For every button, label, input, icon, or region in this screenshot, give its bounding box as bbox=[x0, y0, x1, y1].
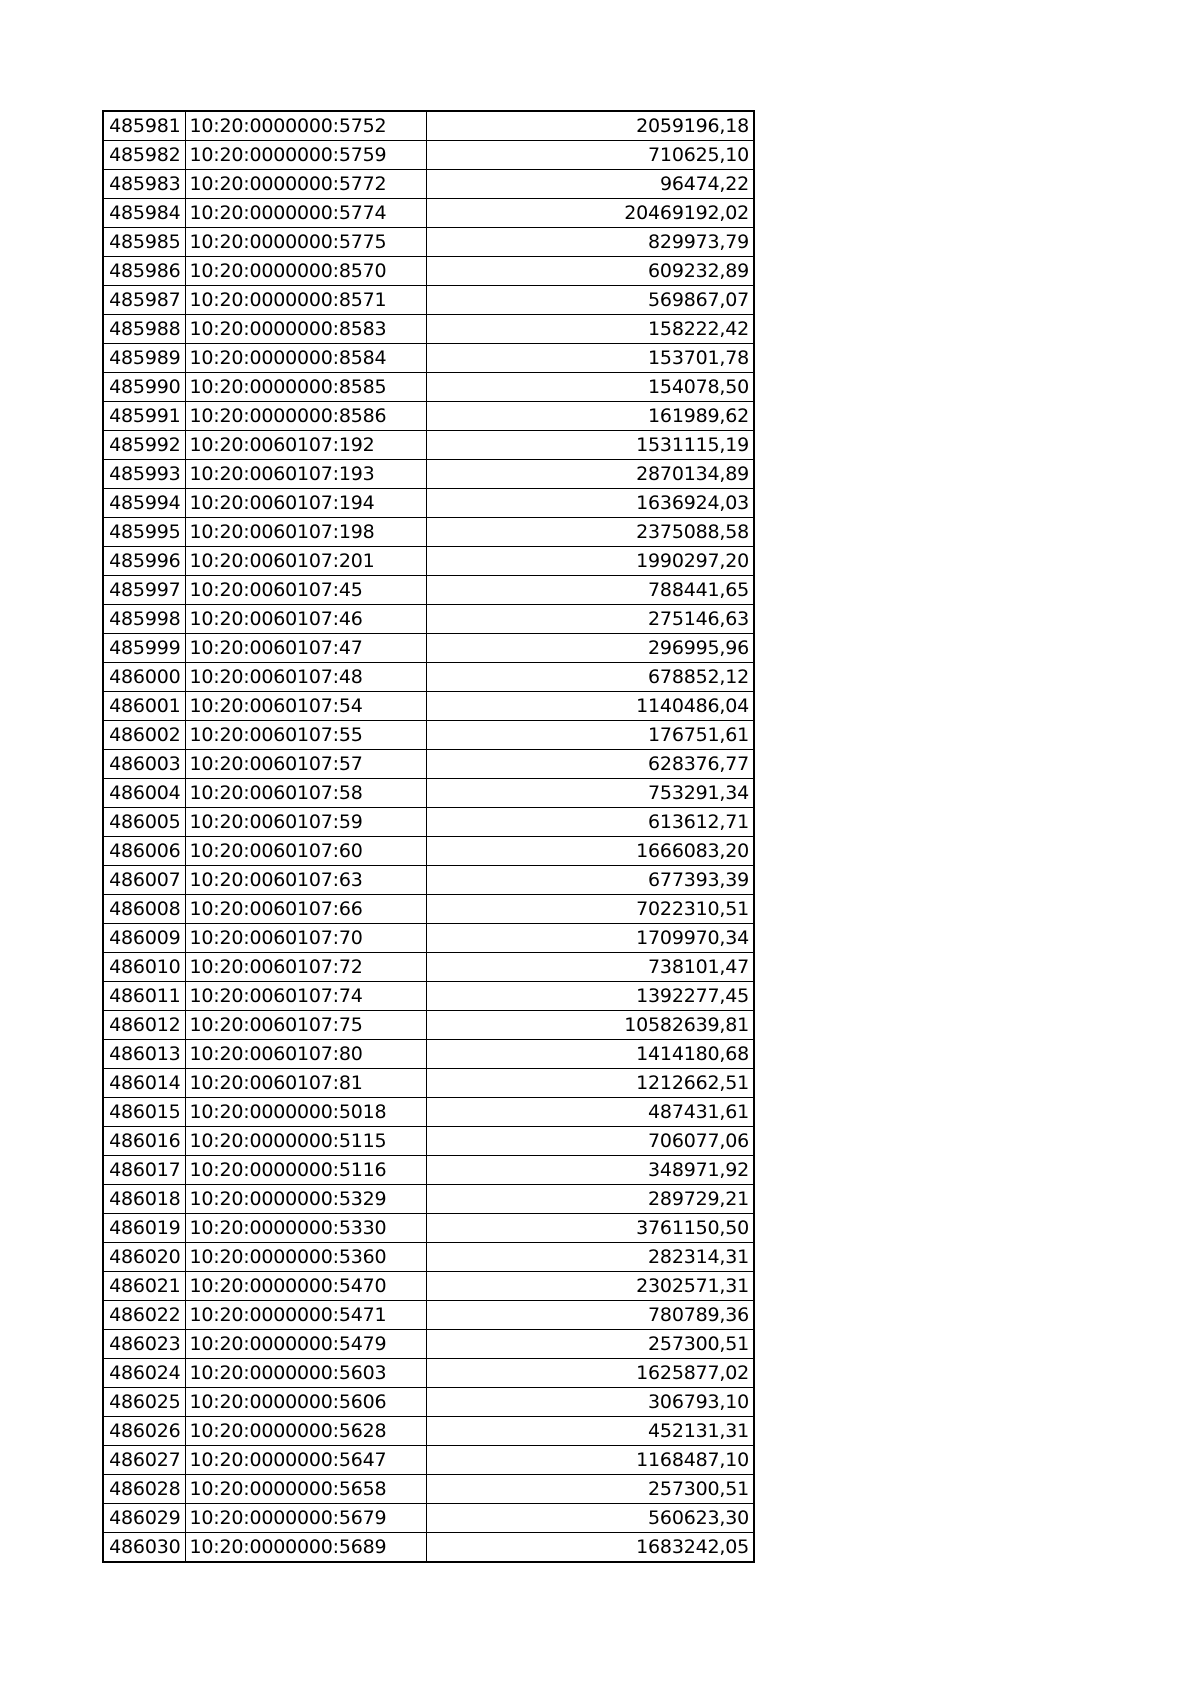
cadastral-code-cell: 10:20:0000000:5658 bbox=[185, 1475, 426, 1504]
row-number-cell: 485985 bbox=[103, 228, 185, 257]
row-number-cell: 486023 bbox=[103, 1330, 185, 1359]
amount-cell: 609232,89 bbox=[426, 257, 754, 286]
table-row bbox=[103, 402, 754, 431]
table-row bbox=[103, 1243, 754, 1272]
amount-cell: 176751,61 bbox=[426, 721, 754, 750]
table-row bbox=[103, 1011, 754, 1040]
cadastral-code-cell: 10:20:0000000:5774 bbox=[185, 199, 426, 228]
table-row bbox=[103, 373, 754, 402]
cadastral-code-cell: 10:20:0060107:66 bbox=[185, 895, 426, 924]
amount-cell: 738101,47 bbox=[426, 953, 754, 982]
amount-cell: 569867,07 bbox=[426, 286, 754, 315]
amount-cell: 1168487,10 bbox=[426, 1446, 754, 1475]
table-row bbox=[103, 1301, 754, 1330]
table-row bbox=[103, 1185, 754, 1214]
table-row bbox=[103, 808, 754, 837]
amount-cell: 560623,30 bbox=[426, 1504, 754, 1533]
row-number-cell: 486027 bbox=[103, 1446, 185, 1475]
row-number-cell: 486016 bbox=[103, 1127, 185, 1156]
cadastral-code-cell: 10:20:0060107:58 bbox=[185, 779, 426, 808]
row-number-cell: 486015 bbox=[103, 1098, 185, 1127]
amount-cell: 153701,78 bbox=[426, 344, 754, 373]
amount-cell: 20469192,02 bbox=[426, 199, 754, 228]
row-number-cell: 485983 bbox=[103, 170, 185, 199]
table-row bbox=[103, 286, 754, 315]
amount-cell: 275146,63 bbox=[426, 605, 754, 634]
table-row bbox=[103, 1272, 754, 1301]
table-row bbox=[103, 315, 754, 344]
cadastral-code-cell: 10:20:0000000:5603 bbox=[185, 1359, 426, 1388]
cadastral-code-cell: 10:20:0000000:5471 bbox=[185, 1301, 426, 1330]
amount-cell: 306793,10 bbox=[426, 1388, 754, 1417]
table-row bbox=[103, 170, 754, 199]
amount-cell: 1531115,19 bbox=[426, 431, 754, 460]
cadastral-code-cell: 10:20:0060107:192 bbox=[185, 431, 426, 460]
cadastral-code-cell: 10:20:0000000:8584 bbox=[185, 344, 426, 373]
amount-cell: 788441,65 bbox=[426, 576, 754, 605]
table-row bbox=[103, 199, 754, 228]
row-number-cell: 486005 bbox=[103, 808, 185, 837]
cadastral-code-cell: 10:20:0000000:5115 bbox=[185, 1127, 426, 1156]
amount-cell: 1666083,20 bbox=[426, 837, 754, 866]
row-number-cell: 486025 bbox=[103, 1388, 185, 1417]
cadastral-code-cell: 10:20:0000000:5470 bbox=[185, 1272, 426, 1301]
table-row bbox=[103, 1127, 754, 1156]
row-number-cell: 486003 bbox=[103, 750, 185, 779]
row-number-cell: 485981 bbox=[103, 111, 185, 141]
table-row bbox=[103, 489, 754, 518]
table-row bbox=[103, 111, 754, 141]
row-number-cell: 486000 bbox=[103, 663, 185, 692]
table-row bbox=[103, 837, 754, 866]
cadastral-code-cell: 10:20:0060107:55 bbox=[185, 721, 426, 750]
amount-cell: 257300,51 bbox=[426, 1330, 754, 1359]
amount-cell: 96474,22 bbox=[426, 170, 754, 199]
cadastral-code-cell: 10:20:0000000:5330 bbox=[185, 1214, 426, 1243]
row-number-cell: 486029 bbox=[103, 1504, 185, 1533]
table-row bbox=[103, 1504, 754, 1533]
row-number-cell: 485989 bbox=[103, 344, 185, 373]
cadastral-code-cell: 10:20:0060107:47 bbox=[185, 634, 426, 663]
amount-cell: 1709970,34 bbox=[426, 924, 754, 953]
table-row bbox=[103, 1417, 754, 1446]
amount-cell: 2870134,89 bbox=[426, 460, 754, 489]
amount-cell: 1636924,03 bbox=[426, 489, 754, 518]
row-number-cell: 486030 bbox=[103, 1533, 185, 1563]
amount-cell: 161989,62 bbox=[426, 402, 754, 431]
cadastral-code-cell: 10:20:0000000:5759 bbox=[185, 141, 426, 170]
cadastral-code-cell: 10:20:0000000:5775 bbox=[185, 228, 426, 257]
row-number-cell: 486008 bbox=[103, 895, 185, 924]
table-row bbox=[103, 344, 754, 373]
cadastral-code-cell: 10:20:0060107:48 bbox=[185, 663, 426, 692]
amount-cell: 1212662,51 bbox=[426, 1069, 754, 1098]
cadastral-code-cell: 10:20:0060107:81 bbox=[185, 1069, 426, 1098]
amount-cell: 282314,31 bbox=[426, 1243, 754, 1272]
row-number-cell: 486014 bbox=[103, 1069, 185, 1098]
row-number-cell: 486022 bbox=[103, 1301, 185, 1330]
table-row bbox=[103, 576, 754, 605]
cadastral-code-cell: 10:20:0060107:80 bbox=[185, 1040, 426, 1069]
row-number-cell: 486026 bbox=[103, 1417, 185, 1446]
cadastral-code-cell: 10:20:0060107:45 bbox=[185, 576, 426, 605]
amount-cell: 678852,12 bbox=[426, 663, 754, 692]
row-number-cell: 485988 bbox=[103, 315, 185, 344]
table-row bbox=[103, 605, 754, 634]
table-row bbox=[103, 779, 754, 808]
amount-cell: 158222,42 bbox=[426, 315, 754, 344]
row-number-cell: 485987 bbox=[103, 286, 185, 315]
amount-cell: 780789,36 bbox=[426, 1301, 754, 1330]
table-row bbox=[103, 692, 754, 721]
cadastral-code-cell: 10:20:0060107:193 bbox=[185, 460, 426, 489]
cadastral-code-cell: 10:20:0060107:201 bbox=[185, 547, 426, 576]
row-number-cell: 486010 bbox=[103, 953, 185, 982]
table-body bbox=[103, 111, 754, 1562]
cadastral-code-cell: 10:20:0060107:72 bbox=[185, 953, 426, 982]
cadastral-code-cell: 10:20:0000000:5752 bbox=[185, 111, 426, 141]
cadastral-code-cell: 10:20:0060107:70 bbox=[185, 924, 426, 953]
table-row bbox=[103, 257, 754, 286]
row-number-cell: 486021 bbox=[103, 1272, 185, 1301]
cadastral-code-cell: 10:20:0000000:5772 bbox=[185, 170, 426, 199]
table-row bbox=[103, 1040, 754, 1069]
table-row bbox=[103, 1214, 754, 1243]
table-row bbox=[103, 1069, 754, 1098]
table-row bbox=[103, 924, 754, 953]
amount-cell: 706077,06 bbox=[426, 1127, 754, 1156]
table-row bbox=[103, 1446, 754, 1475]
row-number-cell: 485995 bbox=[103, 518, 185, 547]
cadastral-code-cell: 10:20:0000000:8585 bbox=[185, 373, 426, 402]
amount-cell: 2059196,18 bbox=[426, 111, 754, 141]
amount-cell: 257300,51 bbox=[426, 1475, 754, 1504]
row-number-cell: 485986 bbox=[103, 257, 185, 286]
amount-cell: 296995,96 bbox=[426, 634, 754, 663]
amount-cell: 1625877,02 bbox=[426, 1359, 754, 1388]
table-row bbox=[103, 431, 754, 460]
table-row bbox=[103, 1330, 754, 1359]
cadastral-code-cell: 10:20:0000000:8571 bbox=[185, 286, 426, 315]
row-number-cell: 485998 bbox=[103, 605, 185, 634]
row-number-cell: 485993 bbox=[103, 460, 185, 489]
table-row bbox=[103, 460, 754, 489]
cadastral-code-cell: 10:20:0060107:194 bbox=[185, 489, 426, 518]
row-number-cell: 486002 bbox=[103, 721, 185, 750]
table-row bbox=[103, 1388, 754, 1417]
row-number-cell: 485997 bbox=[103, 576, 185, 605]
amount-cell: 628376,77 bbox=[426, 750, 754, 779]
table-row bbox=[103, 1533, 754, 1563]
table-row bbox=[103, 1156, 754, 1185]
cadastral-code-cell: 10:20:0060107:74 bbox=[185, 982, 426, 1011]
table-row bbox=[103, 866, 754, 895]
row-number-cell: 486028 bbox=[103, 1475, 185, 1504]
row-number-cell: 485991 bbox=[103, 402, 185, 431]
cadastral-code-cell: 10:20:0000000:5360 bbox=[185, 1243, 426, 1272]
cadastral-code-cell: 10:20:0000000:8586 bbox=[185, 402, 426, 431]
amount-cell: 487431,61 bbox=[426, 1098, 754, 1127]
row-number-cell: 486001 bbox=[103, 692, 185, 721]
cadastral-code-cell: 10:20:0000000:5479 bbox=[185, 1330, 426, 1359]
amount-cell: 710625,10 bbox=[426, 141, 754, 170]
cadastral-code-cell: 10:20:0000000:8570 bbox=[185, 257, 426, 286]
amount-cell: 677393,39 bbox=[426, 866, 754, 895]
cadastral-code-cell: 10:20:0000000:8583 bbox=[185, 315, 426, 344]
amount-cell: 1140486,04 bbox=[426, 692, 754, 721]
cadastral-code-cell: 10:20:0000000:5628 bbox=[185, 1417, 426, 1446]
cadastral-code-cell: 10:20:0000000:5679 bbox=[185, 1504, 426, 1533]
table-row bbox=[103, 634, 754, 663]
amount-cell: 1683242,05 bbox=[426, 1533, 754, 1563]
row-number-cell: 486017 bbox=[103, 1156, 185, 1185]
table-row bbox=[103, 750, 754, 779]
row-number-cell: 486011 bbox=[103, 982, 185, 1011]
cadastral-code-cell: 10:20:0060107:59 bbox=[185, 808, 426, 837]
data-table bbox=[102, 110, 755, 1563]
amount-cell: 2375088,58 bbox=[426, 518, 754, 547]
table-row bbox=[103, 721, 754, 750]
table-row bbox=[103, 895, 754, 924]
cadastral-code-cell: 10:20:0060107:57 bbox=[185, 750, 426, 779]
row-number-cell: 486013 bbox=[103, 1040, 185, 1069]
cadastral-code-cell: 10:20:0000000:5647 bbox=[185, 1446, 426, 1475]
table-row bbox=[103, 228, 754, 257]
cadastral-code-cell: 10:20:0060107:46 bbox=[185, 605, 426, 634]
row-number-cell: 485992 bbox=[103, 431, 185, 460]
cadastral-code-cell: 10:20:0000000:5329 bbox=[185, 1185, 426, 1214]
row-number-cell: 485996 bbox=[103, 547, 185, 576]
row-number-cell: 485990 bbox=[103, 373, 185, 402]
amount-cell: 10582639,81 bbox=[426, 1011, 754, 1040]
row-number-cell: 485984 bbox=[103, 199, 185, 228]
amount-cell: 829973,79 bbox=[426, 228, 754, 257]
table-row bbox=[103, 141, 754, 170]
row-number-cell: 485994 bbox=[103, 489, 185, 518]
row-number-cell: 485982 bbox=[103, 141, 185, 170]
amount-cell: 289729,21 bbox=[426, 1185, 754, 1214]
amount-cell: 3761150,50 bbox=[426, 1214, 754, 1243]
amount-cell: 154078,50 bbox=[426, 373, 754, 402]
amount-cell: 1392277,45 bbox=[426, 982, 754, 1011]
cadastral-code-cell: 10:20:0000000:5689 bbox=[185, 1533, 426, 1563]
row-number-cell: 486024 bbox=[103, 1359, 185, 1388]
cadastral-code-cell: 10:20:0060107:63 bbox=[185, 866, 426, 895]
table-row bbox=[103, 982, 754, 1011]
row-number-cell: 486012 bbox=[103, 1011, 185, 1040]
table-row bbox=[103, 547, 754, 576]
cadastral-code-cell: 10:20:0060107:60 bbox=[185, 837, 426, 866]
table-row bbox=[103, 953, 754, 982]
cadastral-code-cell: 10:20:0000000:5018 bbox=[185, 1098, 426, 1127]
table-row bbox=[103, 1098, 754, 1127]
amount-cell: 7022310,51 bbox=[426, 895, 754, 924]
row-number-cell: 486007 bbox=[103, 866, 185, 895]
cadastral-code-cell: 10:20:0000000:5116 bbox=[185, 1156, 426, 1185]
cadastral-code-cell: 10:20:0060107:75 bbox=[185, 1011, 426, 1040]
amount-cell: 348971,92 bbox=[426, 1156, 754, 1185]
amount-cell: 2302571,31 bbox=[426, 1272, 754, 1301]
amount-cell: 1990297,20 bbox=[426, 547, 754, 576]
row-number-cell: 485999 bbox=[103, 634, 185, 663]
cadastral-code-cell: 10:20:0060107:54 bbox=[185, 692, 426, 721]
row-number-cell: 486018 bbox=[103, 1185, 185, 1214]
row-number-cell: 486004 bbox=[103, 779, 185, 808]
table-row bbox=[103, 663, 754, 692]
cadastral-code-cell: 10:20:0060107:198 bbox=[185, 518, 426, 547]
table-row bbox=[103, 1475, 754, 1504]
amount-cell: 753291,34 bbox=[426, 779, 754, 808]
row-number-cell: 486019 bbox=[103, 1214, 185, 1243]
row-number-cell: 486009 bbox=[103, 924, 185, 953]
table-row bbox=[103, 518, 754, 547]
row-number-cell: 486006 bbox=[103, 837, 185, 866]
amount-cell: 452131,31 bbox=[426, 1417, 754, 1446]
cadastral-code-cell: 10:20:0000000:5606 bbox=[185, 1388, 426, 1417]
table-row bbox=[103, 1359, 754, 1388]
amount-cell: 613612,71 bbox=[426, 808, 754, 837]
amount-cell: 1414180,68 bbox=[426, 1040, 754, 1069]
row-number-cell: 486020 bbox=[103, 1243, 185, 1272]
